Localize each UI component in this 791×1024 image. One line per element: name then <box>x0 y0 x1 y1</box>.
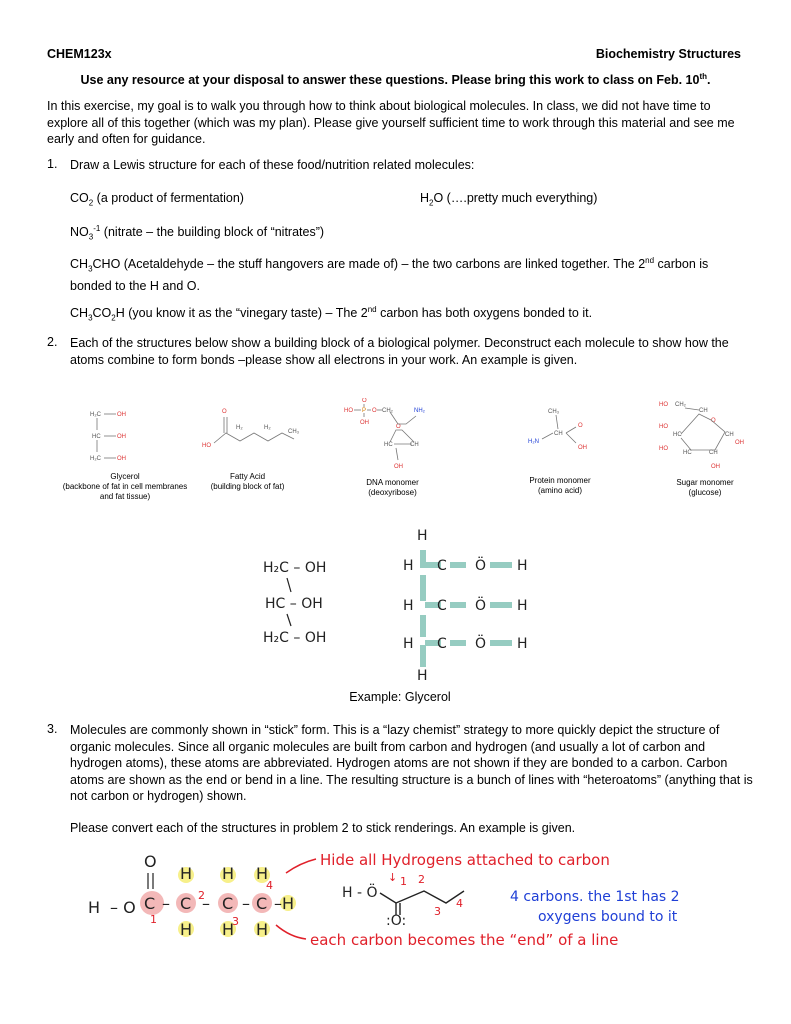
fatty-acid-caption <box>195 472 300 492</box>
glycerol-name: Glycerol <box>110 472 140 481</box>
svg-text:H: H <box>403 558 414 574</box>
acid-formula-b: CO <box>92 306 112 321</box>
q1-no3 <box>70 221 324 246</box>
glycerol-desc: (backbone of fat in cell membranes and fat tissue) <box>62 482 188 501</box>
h2o-formula: H <box>420 191 430 205</box>
acid-sub2: 2 <box>111 313 116 323</box>
dna-desc: (deoxyribose) <box>368 488 417 497</box>
fatty-acid-name: Fatty Acid <box>229 472 266 481</box>
dna-caption <box>345 478 440 498</box>
no3-sup: -1 <box>93 224 101 233</box>
svg-text:CH: CH <box>709 450 718 456</box>
svg-text::O:: :O: <box>386 913 407 929</box>
glycerol-caption <box>60 472 190 502</box>
svg-text:H₂C – OH: H₂C – OH <box>263 630 327 646</box>
sugar-monomer-structure <box>655 398 750 473</box>
protein-caption <box>510 476 610 496</box>
svg-text:HO: HO <box>659 402 668 408</box>
svg-text:OH: OH <box>360 420 369 426</box>
acid-sup: nd <box>367 305 377 314</box>
q1-acetaldehyde <box>70 253 750 295</box>
q3-text: Molecules are commonly shown in “stick” form. This is a “lazy chemist” strategy to more quickly depict the structure of organic molecules. Since all organic molecules are built from carbon and hydrogen (and usually a lot of carbon and hydrogen atoms), these atoms are abbreviated. Hydrogen atoms are not shown if they are bonded to a carbon. Carbon atoms are shown as the end or bend in a line. The resulting structure is a bunch of lines with “heteroatoms” (anything that is not carbon or hydrogen) shown. <box>70 723 753 803</box>
instruction-text: Use any resource at your disposal to answer these questions. Please bring this work to class on Feb. 10 <box>80 73 700 88</box>
q1-co2 <box>70 190 244 212</box>
svg-text:H: H <box>180 920 193 939</box>
stick-example-drawing <box>80 845 680 955</box>
svg-text:Ö: Ö <box>475 558 487 574</box>
svg-text:2: 2 <box>418 873 425 886</box>
no3-desc: (nitrate – the building block of “nitrates”) <box>100 225 325 240</box>
svg-text:3: 3 <box>232 915 239 928</box>
svg-text:↓: ↓ <box>388 871 398 884</box>
no3-sub: 3 <box>88 232 94 242</box>
svg-text:–: – <box>162 894 170 913</box>
svg-text:4: 4 <box>456 897 463 910</box>
svg-text:OH: OH <box>117 434 126 440</box>
annotation-carbons: 4 carbons. the 1st has 2 <box>510 889 680 905</box>
svg-text:HC: HC <box>384 442 393 448</box>
svg-text:CH₃: CH₃ <box>288 429 300 435</box>
no3-formula: NO <box>70 225 89 240</box>
acet-sup: nd <box>645 256 655 265</box>
svg-text:HC – OH: HC – OH <box>265 596 323 612</box>
h2o-sub: 2 <box>429 198 434 208</box>
svg-text:H: H <box>282 894 295 913</box>
svg-text:–: – <box>274 894 282 913</box>
svg-text:H: H <box>180 864 193 883</box>
svg-text:HO: HO <box>344 408 353 414</box>
sugar-desc: (glucose) <box>688 488 722 497</box>
svg-text:H: H <box>403 598 414 614</box>
instruction-sup: th <box>699 72 708 81</box>
svg-text:NH₂: NH₂ <box>414 408 425 414</box>
svg-text:CH: CH <box>554 431 563 437</box>
svg-text:CH: CH <box>699 408 708 414</box>
svg-text:H: H <box>88 898 101 917</box>
example-caption: Example: Glycerol <box>349 690 451 704</box>
sugar-caption <box>655 478 755 498</box>
acet-desc: CHO (Acetaldehyde – the stuff hangovers are made of) – the two carbons are linked together. The 2 <box>92 257 646 272</box>
instruction-line <box>47 72 744 87</box>
svg-text:H₂C – OH: H₂C – OH <box>263 560 327 576</box>
q1-acetic-acid <box>70 302 592 327</box>
svg-text:C: C <box>437 558 447 574</box>
glycerol-structure <box>82 406 152 466</box>
svg-text:HO: HO <box>659 446 668 452</box>
annotation-carbons2: oxygens bound to it <box>538 909 678 925</box>
protein-monomer-structure <box>520 403 600 463</box>
svg-text:H₂C: H₂C <box>90 456 101 462</box>
q2-text: Each of the structures below show a building block of a biological polymer. Deconstruct each molecule to show how the atoms combine to form bonds –please show all electrons in your work. An example is given. <box>70 336 729 367</box>
svg-text:CH: CH <box>410 442 419 448</box>
protein-desc: (amino acid) <box>537 486 582 495</box>
q1-number: 1. <box>47 157 58 171</box>
dna-name: DNA monomer <box>366 478 419 487</box>
svg-text:HO: HO <box>659 424 668 430</box>
svg-text:P: P <box>362 408 367 414</box>
h2o-desc: O (….pretty much everything) <box>433 191 598 205</box>
svg-text:OH: OH <box>117 456 126 462</box>
svg-text:O: O <box>372 408 377 414</box>
svg-text:– O: – O <box>110 898 136 917</box>
protein-name: Protein monomer <box>529 476 591 485</box>
svg-text:H: H <box>256 864 269 883</box>
svg-text:Ö: Ö <box>475 598 487 614</box>
svg-text:O: O <box>711 418 716 424</box>
svg-text:H: H <box>256 920 269 939</box>
svg-text:H: H <box>517 636 528 652</box>
course-code: CHEM123x <box>47 47 112 61</box>
acet-desc-end: carbon is bonded to the H and O. <box>70 257 709 294</box>
fatty-acid-structure <box>200 403 300 463</box>
glycerol-example-drawing <box>255 520 585 685</box>
acid-desc-end: carbon has both oxygens bonded to it. <box>376 306 593 321</box>
dna-monomer-structure <box>340 398 440 473</box>
svg-text:H: H <box>222 920 235 939</box>
svg-text:H₂: H₂ <box>236 425 243 431</box>
svg-text:C: C <box>437 636 447 652</box>
q3-text2: Please convert each of the structures in problem 2 to stick renderings. An example is given. <box>70 821 576 835</box>
co2-sub: 2 <box>88 198 94 208</box>
svg-text:OH: OH <box>394 464 403 470</box>
svg-text:3: 3 <box>434 905 441 918</box>
svg-text:–: – <box>202 894 210 913</box>
acid-sub1: 3 <box>88 313 93 323</box>
svg-text:OH: OH <box>735 440 744 446</box>
svg-text:O: O <box>144 852 157 871</box>
svg-text:HC: HC <box>683 450 692 456</box>
svg-text:O: O <box>396 424 401 430</box>
svg-text:–: – <box>242 894 250 913</box>
svg-text:Ö: Ö <box>475 636 487 652</box>
svg-text:CH₃: CH₃ <box>548 409 560 415</box>
svg-text:CH₂: CH₂ <box>675 402 686 408</box>
annotation-hide: Hide all Hydrogens attached to carbon <box>320 851 610 869</box>
co2-formula: CO <box>70 191 89 205</box>
svg-text:H: H <box>403 636 414 652</box>
document-title: Biochemistry Structures <box>595 47 741 61</box>
svg-text:HO: HO <box>202 443 211 449</box>
co2-desc: (a product of fermentation) <box>93 191 244 205</box>
svg-text:CH₂: CH₂ <box>382 408 393 414</box>
svg-text:C: C <box>144 894 156 913</box>
svg-text:4: 4 <box>266 879 273 892</box>
svg-text:H₂N: H₂N <box>528 439 539 445</box>
molecule-row <box>60 398 760 508</box>
svg-text:OH: OH <box>578 445 587 451</box>
svg-text:O: O <box>578 423 583 429</box>
svg-text:OH: OH <box>117 412 126 418</box>
svg-text:C: C <box>437 598 447 614</box>
svg-text:H: H <box>517 598 528 614</box>
acet-formula: CH <box>70 257 89 272</box>
svg-text:CH: CH <box>725 432 734 438</box>
q1-text: Draw a Lewis structure for each of these food/nutrition related molecules: <box>70 158 475 172</box>
annotation-end: each carbon becomes the “end” of a line <box>310 931 619 949</box>
svg-text:C: C <box>222 894 234 913</box>
q3-number: 3. <box>47 722 58 736</box>
q2-number: 2. <box>47 335 58 349</box>
intro-paragraph: In this exercise, my goal is to walk you through how to think about biological molecules. In class, we did not have time to explore all of this together (which was my plan). Please give yourself sufficient time to work through this material and see me early and often for guidance. <box>47 99 735 146</box>
svg-text:H: H <box>222 864 235 883</box>
svg-text:1: 1 <box>150 913 157 926</box>
svg-text:H: H <box>417 668 428 684</box>
instruction-end: . <box>707 73 711 88</box>
fatty-acid-desc: (building block of fat) <box>210 482 285 491</box>
sugar-name: Sugar monomer <box>676 478 734 487</box>
svg-text:HC: HC <box>673 432 682 438</box>
svg-text:C: C <box>256 894 268 913</box>
svg-text:H: H <box>517 558 528 574</box>
acet-sub: 3 <box>88 264 93 274</box>
q1-h2o <box>420 190 597 212</box>
svg-text:O: O <box>362 398 367 404</box>
svg-text:2: 2 <box>198 889 205 902</box>
acid-formula-a: CH <box>70 306 89 321</box>
svg-text:1: 1 <box>400 875 407 888</box>
svg-text:O: O <box>222 409 227 415</box>
svg-text:H - Ö: H - Ö <box>342 885 378 901</box>
svg-text:H₂: H₂ <box>264 425 271 431</box>
svg-text:C: C <box>180 894 192 913</box>
svg-text:H₂C: H₂C <box>90 412 101 418</box>
svg-text:OH: OH <box>711 464 720 470</box>
svg-text:H: H <box>417 528 428 544</box>
svg-text:HC: HC <box>92 434 101 440</box>
acid-desc: H (you know it as the “vinegary taste) – The 2 <box>115 306 368 321</box>
